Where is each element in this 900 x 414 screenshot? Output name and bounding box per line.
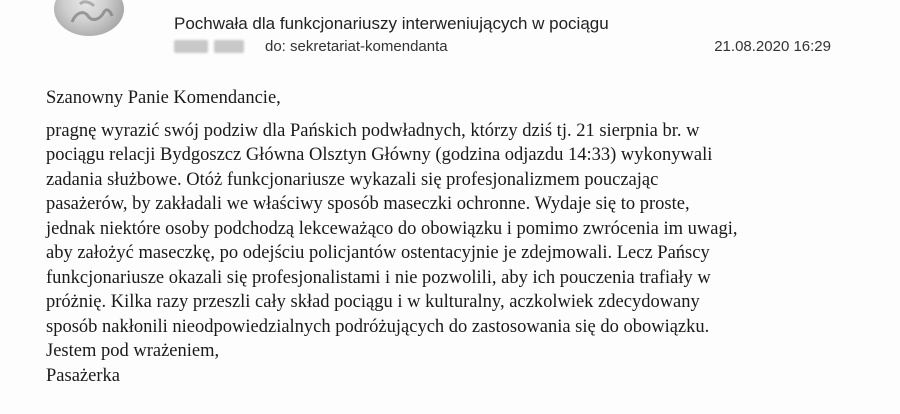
email-subject: Pochwała dla funkcjonariuszy interweniujących w pociągu [174, 14, 609, 33]
paragraph-line: pociągu relacji Bydgoszcz Główna Olsztyn Główny (godzina odjazdu 14:33) wykonywali [46, 145, 713, 165]
globe-icon [54, 0, 124, 36]
paragraph-line: sposób nakłonili nieodpowiedzialnych podróżujących do zastosowania się do obowiązku. [46, 316, 710, 337]
letter-signature: Pasażerka [46, 365, 120, 386]
letter-greeting: Szanowny Panie Komendancie, [46, 88, 281, 108]
letter-paragraph [46, 119, 886, 340]
recipient-value: sekretariat-komendanta [290, 38, 448, 55]
paragraph-line: aby założyć maseczkę, po odejściu policjantów ostentacyjnie je zdejmowali. Lecz Pańscy [46, 243, 710, 263]
letter-body [46, 86, 886, 388]
paragraph-line: pragnę wyrazić swój podziw dla Pańskich podwładnych, którzy dziś tj. 21 sierpnia br. w [46, 120, 700, 141]
letter-closing: Jestem pod wrażeniem, [46, 341, 220, 361]
recipient-label: do: [265, 38, 286, 55]
paragraph-line: pasażerów, by zakładali we właściwy sposób maseczki ochronne. Wydaje się to proste, [46, 194, 690, 214]
paragraph-line: jednak niektóre osoby podchodzą lekceważąco do obowiązku i pomimo zwrócenia im uwagi, [46, 218, 738, 239]
sender-name-redacted [174, 40, 248, 53]
paragraph-line: próżnię. Kilka razy przeszli cały skład pociągu i w kulturalny, aczkolwiek zdecydowany [46, 292, 700, 312]
email-date: 21.08.2020 16:29 [714, 38, 831, 55]
recipient-line [265, 38, 448, 55]
paragraph-line: zadania służbowe. Otóż funkcjonariusze wykazali się profesjonalizmem pouczając [46, 169, 659, 190]
paragraph-line: funkcjonariusze okazali się profesjonalistami i nie pozwolili, aby ich pouczenia trafiały w [46, 267, 711, 288]
